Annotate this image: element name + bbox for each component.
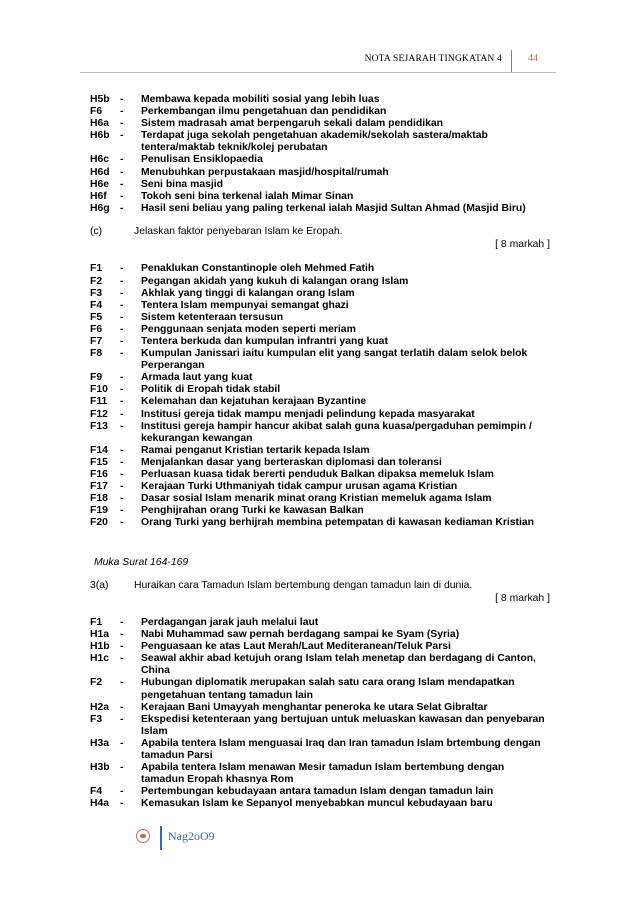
item-code: F6 — [90, 323, 103, 335]
item-code: H6f — [90, 190, 107, 202]
item-code: F2 — [90, 677, 103, 689]
list-item — [90, 324, 550, 336]
item-text: Kumpulan Janissari iaitu kumpulan elit yang sangat terlatih dalam selok belok Perperangan — [141, 348, 528, 372]
question-text: Jelaskan faktor penyebaran Islam ke Eropah. — [134, 225, 343, 237]
list-item — [90, 203, 550, 215]
item-code: F6 — [90, 106, 103, 118]
item-code: F4 — [90, 786, 103, 798]
item-dash: - — [120, 629, 124, 641]
item-dash: - — [120, 287, 124, 299]
item-dash: - — [120, 202, 124, 214]
item-text: Perkembangan ilmu pengetahuan dan pendidikan — [141, 106, 387, 118]
list-item — [90, 641, 550, 653]
item-code: H6b — [90, 130, 110, 142]
item-dash: - — [120, 762, 124, 774]
item-text: Membawa kepada mobiliti sosial yang lebih luas — [141, 94, 380, 105]
list-item — [90, 106, 550, 118]
question-c — [90, 226, 550, 239]
question-number: 3(a) — [90, 579, 109, 591]
question-number: (c) — [90, 225, 103, 237]
item-dash: - — [120, 396, 124, 408]
item-dash: - — [120, 517, 124, 529]
item-dash: - — [120, 311, 124, 323]
item-code: H1c — [90, 653, 110, 665]
item-text: Institusi gereja tidak mampu menjadi pelindung kepada masyarakat — [141, 408, 475, 420]
item-text: Tentera Islam mempunyai semangat ghazi — [141, 299, 349, 311]
item-text: Seni bina masjid — [141, 178, 223, 190]
item-dash: - — [120, 106, 124, 118]
list-item — [90, 481, 550, 493]
item-text: Penggunaan senjata moden seperti meriam — [141, 323, 356, 335]
item-code: F1 — [90, 617, 103, 628]
list-item — [90, 762, 550, 786]
item-dash: - — [120, 444, 124, 456]
item-dash: - — [120, 118, 124, 130]
item-code: H5b — [90, 94, 110, 105]
item-dash: - — [120, 653, 124, 665]
item-code: H6a — [90, 118, 110, 130]
answer-list-3a — [90, 617, 550, 811]
item-dash: - — [120, 456, 124, 468]
list-item — [90, 396, 550, 408]
item-dash: - — [120, 713, 124, 725]
item-dash: - — [120, 786, 124, 798]
item-code: H6c — [90, 154, 110, 166]
list-item — [90, 384, 550, 396]
item-text: Ramai penganut Kristian tertarik kepada Islam — [141, 444, 370, 456]
item-dash: - — [120, 505, 124, 517]
header-separator — [511, 50, 512, 72]
item-text: Kerajaan Bani Umayyah menghantar peneroka ke utara Selat Gibraltar — [141, 701, 488, 713]
list-item — [90, 409, 550, 421]
list-item — [90, 617, 550, 629]
item-dash: - — [120, 677, 124, 689]
answer-list-b — [90, 94, 550, 215]
item-text: Nabi Muhammad saw pernah berdagang sampai ke Syam (Syria) — [141, 629, 460, 641]
item-code: H1b — [90, 641, 110, 653]
page-number: 44 — [528, 53, 538, 64]
footer-separator — [160, 826, 162, 850]
item-code: F11 — [90, 396, 108, 408]
item-code: H6g — [90, 202, 110, 214]
list-item — [90, 505, 550, 517]
list-item — [90, 312, 550, 324]
header-rule — [80, 72, 556, 73]
item-dash: - — [120, 166, 124, 178]
list-item — [90, 118, 550, 130]
question-3a — [90, 580, 550, 593]
item-text: Menubuhkan perpustakaan masjid/hospital/rumah — [141, 166, 389, 178]
item-code: F15 — [90, 456, 108, 468]
list-item — [90, 276, 550, 288]
list-item — [90, 300, 550, 312]
item-text: Institusi gereja hampir hancur akibat salah guna kuasa/pergaduhan pemimpin / kekurangan kewangan — [141, 420, 532, 444]
item-dash: - — [120, 336, 124, 347]
item-dash: - — [120, 348, 124, 360]
item-text: Penguasaan ke atas Laut Merah/Laut Mediteranean/Teluk Parsi — [141, 641, 451, 653]
item-dash: - — [120, 372, 124, 384]
item-dash: - — [120, 299, 124, 311]
list-item — [90, 714, 550, 738]
item-code: F3 — [90, 287, 103, 299]
list-item — [90, 167, 550, 179]
list-item — [90, 469, 550, 481]
item-text: Hasil seni beliau yang paling terkenal ialah Masjid Sultan Ahmad (Masjid Biru) — [141, 202, 526, 214]
list-item — [90, 493, 550, 505]
item-text: Seawal akhir abad ketujuh orang Islam telah menetap dan berdagang di Canton, China — [141, 653, 536, 677]
item-code: F5 — [90, 311, 103, 323]
item-text: Penaklukan Constantinople oleh Mehmed Fatih — [141, 263, 375, 275]
item-text: Pertembungan kebudayaan antara tamadun Islam dengan tamadun lain — [141, 786, 494, 798]
item-code: F4 — [90, 299, 103, 311]
item-code: F19 — [90, 505, 108, 517]
item-text: Menjalankan dasar yang berteraskan diplomasi dan toleransi — [141, 456, 442, 468]
item-text: Tokoh seni bina terkenal ialah Mimar Sinan — [141, 190, 354, 202]
list-item — [90, 263, 550, 275]
item-text: Sistem madrasah amat berpengaruh sekali dalam pendidikan — [141, 118, 444, 130]
item-dash: - — [120, 190, 124, 202]
list-item — [90, 154, 550, 166]
item-dash: - — [120, 641, 124, 653]
footer-text: Nag2oO9 — [168, 829, 215, 843]
item-text: Ekspedisi ketenteraan yang bertujuan untuk meluaskan kawasan dan penyebaran Islam — [141, 713, 545, 737]
item-dash: - — [120, 178, 124, 190]
item-text: Tentera berkuda dan kumpulan infrantri yang kuat — [141, 336, 388, 347]
item-dash: - — [120, 263, 124, 275]
document-body — [90, 94, 550, 811]
item-code: F10 — [90, 384, 108, 396]
item-code: H6d — [90, 166, 110, 178]
item-dash: - — [120, 493, 124, 505]
item-dash: - — [120, 130, 124, 142]
question-marks: [ 8 markah ] — [495, 239, 550, 251]
item-text: Pegangan akidah yang kukuh di kalangan orang Islam — [141, 275, 409, 287]
item-dash: - — [120, 481, 124, 493]
list-item — [90, 738, 550, 762]
item-code: H2a — [90, 701, 110, 713]
list-item — [90, 348, 550, 372]
item-text: Apabila tentera Islam menawan Mesir tamadun Islam bertembung dengan tamadun Eropah khasnya Rom — [141, 762, 505, 786]
list-item — [90, 94, 550, 106]
page-header — [340, 50, 550, 70]
item-dash: - — [120, 701, 124, 713]
list-item — [90, 421, 550, 445]
item-code: H4a — [90, 798, 110, 810]
list-item — [90, 798, 550, 810]
item-dash: - — [120, 323, 124, 335]
list-item — [90, 629, 550, 641]
item-code: F9 — [90, 372, 103, 384]
list-item — [90, 288, 550, 300]
item-text: Akhlak yang tinggi di kalangan orang Islam — [141, 287, 355, 299]
item-dash: - — [120, 420, 124, 432]
item-dash: - — [120, 384, 124, 396]
list-item — [90, 372, 550, 384]
answer-list-c — [90, 263, 550, 529]
list-item — [90, 130, 550, 154]
item-dash: - — [120, 798, 124, 810]
item-code: H6e — [90, 178, 110, 190]
item-code: F18 — [90, 493, 108, 505]
item-code: F8 — [90, 348, 103, 360]
item-text: Kelemahan dan kejatuhan kerajaan Byzantine — [141, 396, 367, 408]
list-item — [90, 445, 550, 457]
list-item — [90, 677, 550, 701]
item-code: F2 — [90, 275, 103, 287]
item-text: Kerajaan Turki Uthmaniyah tidak campur urusan agama Kristian — [141, 481, 458, 493]
item-dash: - — [120, 617, 124, 628]
list-item — [90, 191, 550, 203]
item-code: F7 — [90, 336, 103, 347]
list-item — [90, 517, 550, 529]
item-dash: - — [120, 94, 124, 105]
item-text: Sistem ketenteraan tersusun — [141, 311, 284, 323]
item-dash: - — [120, 275, 124, 287]
item-text: Orang Turki yang berhijrah membina petempatan di kawasan kediaman Kristian — [141, 517, 535, 529]
item-code: H3b — [90, 762, 110, 774]
list-item — [90, 653, 550, 677]
item-code: F3 — [90, 713, 103, 725]
item-text: Apabila tentera Islam menguasai Iraq dan Iran tamadun Islam brtembung dengan tamadun Parsi — [141, 737, 541, 762]
item-code: F16 — [90, 469, 108, 481]
circular-logo-icon — [136, 829, 150, 843]
item-dash: - — [120, 737, 124, 749]
item-code: F1 — [90, 263, 103, 275]
item-code: H3a — [90, 737, 110, 749]
item-text: Armada laut yang kuat — [141, 372, 253, 384]
item-text: Dasar sosial Islam menarik minat orang Kristian memeluk agama Islam — [141, 493, 492, 505]
section-reference: Muka Surat 164-169 — [94, 556, 189, 568]
list-item — [90, 786, 550, 798]
item-text: Hubungan diplomatik merupakan salah satu cara orang Islam mendapatkan pengetahuan tentang tamadun lain — [141, 677, 515, 701]
header-title: NOTA SEJARAH TINGKATAN 4 — [364, 54, 502, 64]
item-dash: - — [120, 469, 124, 481]
item-code: F14 — [90, 444, 108, 456]
item-code: F12 — [90, 408, 108, 420]
item-text: Perdagangan jarak jauh melalui laut — [141, 617, 319, 628]
list-item — [90, 702, 550, 714]
item-dash: - — [120, 154, 124, 166]
item-text: Politik di Eropah tidak stabil — [141, 384, 281, 396]
item-code: F17 — [90, 481, 108, 493]
item-text: Perluasan kuasa tidak bererti penduduk Balkan dipaksa memeluk Islam — [141, 469, 494, 481]
item-text: Penulisan Ensiklopaedia — [141, 154, 263, 166]
item-text: Kemasukan Islam ke Sepanyol menyebabkan muncul kebudayaan baru — [141, 798, 493, 810]
list-item — [90, 457, 550, 469]
item-code: F20 — [90, 517, 108, 529]
item-text: Terdapat juga sekolah pengetahuan akademik/sekolah sastera/maktab tentera/maktab teknik/kolej perubatan — [141, 130, 488, 154]
item-text: Penghijrahan orang Turki ke kawasan Balkan — [141, 505, 364, 517]
list-item — [90, 336, 550, 348]
question-marks: [ 8 markah ] — [495, 593, 550, 604]
list-item — [90, 179, 550, 191]
question-text: Huraikan cara Tamadun Islam bertembung dengan tamadun lain di dunia. — [134, 579, 473, 591]
item-code: H1a — [90, 629, 110, 641]
item-code: F13 — [90, 420, 108, 432]
item-dash: - — [120, 408, 124, 420]
